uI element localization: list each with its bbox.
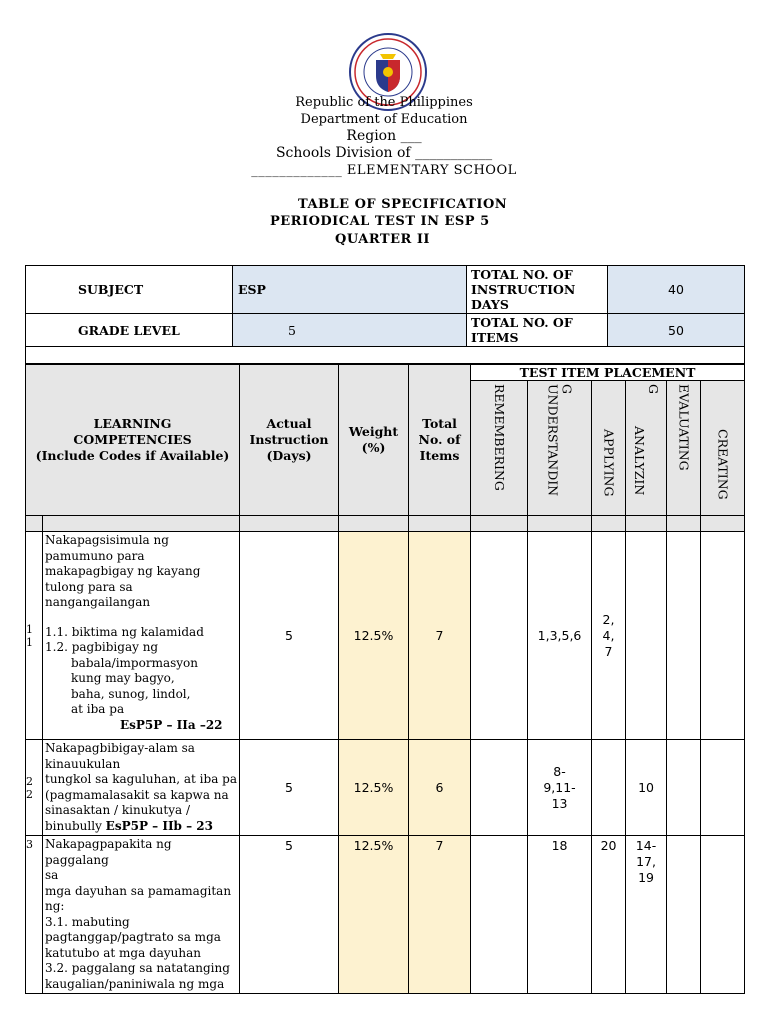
analyzing-items: 10 bbox=[626, 740, 667, 836]
actual-days: 5 bbox=[240, 532, 339, 740]
evaluating-header: EVALUATING bbox=[667, 381, 701, 516]
header-division: Schools Division of ___________ bbox=[275, 145, 493, 161]
weight: 12.5% bbox=[339, 532, 409, 740]
total-items-label: TOTAL NO. OF ITEMS bbox=[467, 314, 608, 347]
understanding-items: 18 bbox=[528, 836, 592, 994]
title-table-of-specification: TABLE OF SPECIFICATION bbox=[298, 197, 508, 212]
creating-header: CREATING bbox=[701, 381, 745, 516]
analyzing-items bbox=[626, 532, 667, 740]
actual-days-header: Actual Instruction (Days) bbox=[240, 365, 339, 516]
total-days-value: 40 bbox=[608, 266, 745, 314]
header-republic: Republic of the Philippines bbox=[295, 95, 473, 110]
evaluating-items bbox=[667, 836, 701, 994]
spacer-row bbox=[26, 347, 745, 364]
row-number: 2 2 bbox=[26, 740, 43, 836]
title-periodical-test: PERIODICAL TEST IN ESP 5 bbox=[270, 214, 490, 229]
total-days-label: TOTAL NO. OF INSTRUCTION DAYS bbox=[467, 266, 608, 314]
applying-items bbox=[592, 740, 626, 836]
understanding-items: 8- 9,11- 13 bbox=[528, 740, 592, 836]
divider-row bbox=[26, 516, 745, 532]
evaluating-items bbox=[667, 740, 701, 836]
header-region: Region ___ bbox=[346, 128, 422, 144]
weight: 12.5% bbox=[339, 836, 409, 994]
weight: 12.5% bbox=[339, 740, 409, 836]
actual-days: 5 bbox=[240, 740, 339, 836]
creating-items bbox=[701, 532, 745, 740]
weight-header: Weight (%) bbox=[339, 365, 409, 516]
total-items: 7 bbox=[409, 532, 471, 740]
title-quarter: QUARTER II bbox=[335, 232, 430, 247]
remembering-items bbox=[471, 532, 528, 740]
row-number: 3 bbox=[26, 836, 43, 994]
analyzing-items: 14- 17, 19 bbox=[626, 836, 667, 994]
learning-competency: Nakapagsisimula ng pamumuno para makapagbigay ng kayang tulong para sa nangangailangan 1.1. biktima ng kalamidad 1.2. pagbibigay ng babala/impormasyon kung may bagyo, baha, sunog, lindol, at iba pa EsP5P – IIa –22 bbox=[43, 532, 240, 740]
learning-competencies-header: LEARNING COMPETENCIES (Include Codes if Available) bbox=[26, 365, 240, 516]
row-number: 1 1 bbox=[26, 532, 43, 740]
applying-header: APPLYING bbox=[592, 381, 626, 516]
table-row bbox=[26, 740, 745, 836]
understanding-items: 1,3,5,6 bbox=[528, 532, 592, 740]
header-department: Department of Education bbox=[300, 112, 468, 127]
table-row bbox=[26, 836, 745, 994]
remembering-items bbox=[471, 740, 528, 836]
subject-value: ESP bbox=[233, 266, 467, 314]
total-items-header: Total No. of Items bbox=[409, 365, 471, 516]
total-items: 7 bbox=[409, 836, 471, 994]
header-school: _____________ ELEMENTARY SCHOOL bbox=[251, 163, 517, 178]
evaluating-items bbox=[667, 532, 701, 740]
actual-days: 5 bbox=[240, 836, 339, 994]
table-row bbox=[26, 532, 745, 740]
total-items: 6 bbox=[409, 740, 471, 836]
info-table bbox=[25, 265, 745, 364]
learning-competency: Nakapagbibigay-alam sa kinauukulan tungkol sa kaguluhan, at iba pa (pagmamalasakit sa kapwa na sinasaktan / kinukutya / binubully EsP5P – IIb – 23 bbox=[43, 740, 240, 836]
grade-level-label: GRADE LEVEL bbox=[26, 314, 233, 347]
grade-level-value: 5 bbox=[233, 314, 467, 347]
specification-table bbox=[25, 364, 745, 994]
remembering-items bbox=[471, 836, 528, 994]
creating-items bbox=[701, 740, 745, 836]
remembering-header: REMEMBERING bbox=[471, 381, 528, 516]
applying-items: 2, 4, 7 bbox=[592, 532, 626, 740]
test-item-placement-header: TEST ITEM PLACEMENT bbox=[471, 365, 745, 381]
applying-items: 20 bbox=[592, 836, 626, 994]
understanding-header: UNDERSTANDIN G bbox=[528, 381, 592, 516]
learning-competency: Nakapagpapakita ng paggalang sa mga dayuhan sa pamamagitan ng: 3.1. mabuting pagtanggap/pagtrato sa mga katutubo at mga dayuhan 3.2. paggalang sa natatanging kaugalian/paniniwala ng mga bbox=[43, 836, 240, 994]
analyzing-header: ANALYZIN G bbox=[626, 381, 667, 516]
total-items-value: 50 bbox=[608, 314, 745, 347]
subject-label: SUBJECT bbox=[26, 266, 233, 314]
creating-items bbox=[701, 836, 745, 994]
